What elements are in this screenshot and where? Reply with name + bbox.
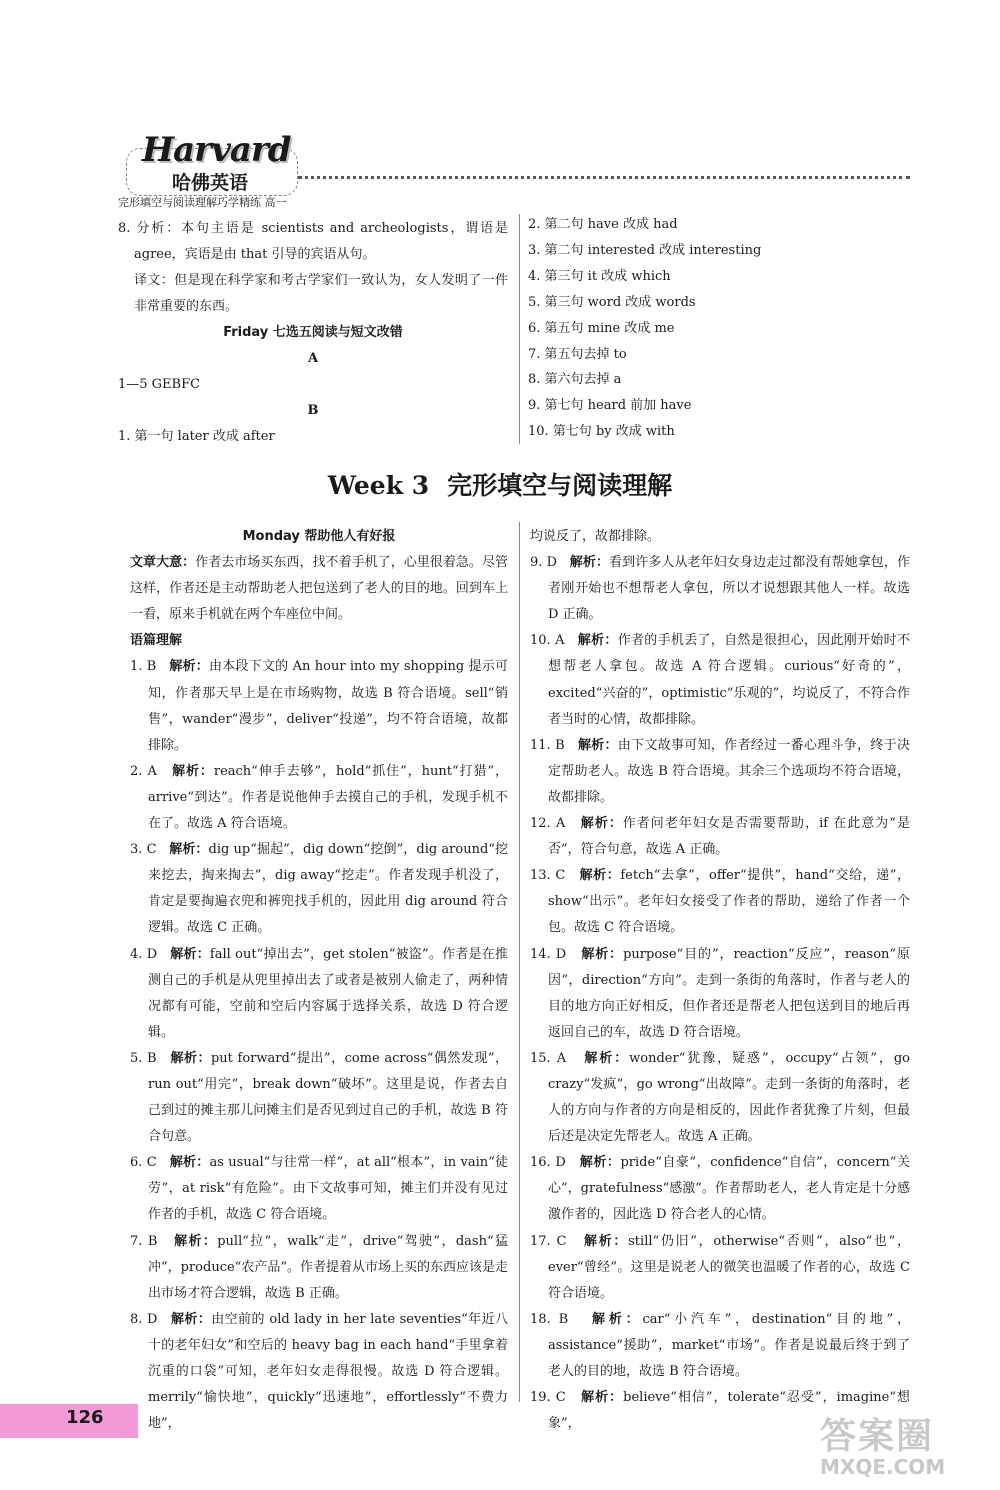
answer-text: 均说反了，故都排除。 bbox=[530, 529, 661, 544]
answer-text: 由下文故事可知，作者经过一番心理斗争，终于决定帮助老人。故选 B 符合语境。其余三个选项均不符合语境，故都排除。 bbox=[548, 737, 910, 805]
answer-label: 解析： bbox=[577, 737, 618, 753]
answer-text: purpose“目的”，reaction“反应”，reason“原因”，direction“方向”。走到一条街的角落时，作者与老人的目的地方向正好相反，但作者还是帮老人把包送到目的地后再返回自己的车，故选 D 符合语境。 bbox=[548, 946, 910, 1040]
correction-item: 9. 第七句 heard 前加 have bbox=[528, 398, 692, 414]
answer-number: 9. D bbox=[530, 555, 558, 571]
answer-label: 解析： bbox=[592, 1311, 643, 1327]
a-answers: 1—5 GEBFC bbox=[118, 377, 201, 392]
answer-number: 3. C bbox=[130, 842, 157, 858]
answer-number: 6. C bbox=[130, 1155, 157, 1171]
answer-number: 5. B bbox=[130, 1050, 157, 1066]
summary-paragraph bbox=[130, 550, 508, 628]
answer-label: 解析： bbox=[569, 555, 610, 571]
section-label: 语篇理解 bbox=[130, 633, 183, 649]
answer-text: pride“自豪”，confidence“自信”，concern“关心”，gratefulness“感激”。作者帮助老人，老人肯定是十分感激作者的，因此选 D 符合老人的心情。 bbox=[548, 1155, 910, 1223]
logo-word: Harvard bbox=[142, 130, 291, 170]
section-b-label: B bbox=[307, 403, 319, 418]
answer-text: 作者的手机丢了，自然是很担心，因此刚开始时不想帮老人拿包。故选 A 符合逻辑。curious“好奇的”，excited“兴奋的”，optimistic“乐观的”，均说反了，不符合作者当时的心情，故都排除。 bbox=[548, 633, 910, 727]
answer-label: 解析： bbox=[579, 1155, 621, 1171]
answer-label: 解析： bbox=[169, 842, 209, 858]
answer-number: 14. D bbox=[530, 946, 567, 962]
answer-number: 12. A bbox=[530, 816, 566, 832]
answer-number: 11. B bbox=[530, 737, 565, 753]
answer-text: wonder“犹豫，疑惑”，occupy“占领”，go crazy“发疯”，go wrong“出故障”。走到一条街的角落时，老人的方向与作者的方向是相反的，因此作者犹豫了片刻，但最后还是决定先帮老人。故选 A 正确。 bbox=[548, 1050, 910, 1145]
answer-label: 解析： bbox=[171, 1311, 212, 1327]
answer-item bbox=[530, 811, 910, 863]
item8-analysis: 8. 分析：本句主语是 scientists and archeologists，谓语是 agree，宾语是由 that 引导的宾语从句。 bbox=[118, 221, 508, 262]
answer-item bbox=[530, 628, 910, 732]
summary-label: 文章大意： bbox=[130, 555, 196, 571]
answer-item bbox=[130, 837, 508, 941]
answer-text: fetch“去拿”，offer“提供”，hand“交给，递”，show“出示”。老年妇女接受了作者的帮助，递给了作者一个包。故选 C 符合语境。 bbox=[548, 868, 910, 936]
harvard-logo bbox=[118, 130, 294, 212]
answer-text: believe“相信”，tolerate“忍受”，imagine“想象”， bbox=[548, 1390, 910, 1432]
answer-number: 19. C bbox=[530, 1390, 566, 1406]
monday-title: Monday 帮助他人有好报 bbox=[242, 529, 396, 544]
answer-item bbox=[130, 1307, 508, 1437]
answer-item bbox=[530, 524, 910, 550]
answer-label: 解析： bbox=[584, 1233, 629, 1249]
answer-label: 解析： bbox=[584, 1050, 630, 1066]
answer-number: 16. D bbox=[530, 1155, 566, 1171]
answer-item bbox=[530, 1046, 910, 1150]
answer-label: 解析： bbox=[174, 1233, 218, 1249]
correction-item: 5. 第三句 word 改成 words bbox=[528, 294, 696, 310]
logo-subtitle: 完形填空与阅读理解巧学精练 高一 bbox=[118, 196, 287, 209]
page-number: 126 bbox=[66, 1407, 104, 1428]
top-column-divider bbox=[519, 214, 520, 444]
week-title bbox=[0, 466, 1000, 502]
answer-label: 解析： bbox=[581, 1390, 624, 1406]
top-left-column bbox=[118, 216, 508, 450]
watermark bbox=[820, 1408, 980, 1480]
correction-item: 2. 第二句 have 改成 had bbox=[528, 217, 678, 232]
answers-left-column bbox=[130, 524, 508, 1437]
answer-text: still“仍旧”，otherwise“否则”，also“也”，ever“曾经”。这里是说老人的微笑也温暖了作者的心，故选 C 符合语境。 bbox=[548, 1233, 910, 1301]
answer-item bbox=[130, 1150, 508, 1228]
answer-text: put forward“提出”，come across“偶然发现”，run out“用完”，break down“破坏”。这里是说，作者去自己到过的摊主那儿问摊主们是否见到过自己的手机，故选 B 符合句意。 bbox=[148, 1050, 509, 1145]
answer-item bbox=[530, 1229, 910, 1307]
answer-text: 看到许多人从老年妇女身边走过都没有帮她拿包，作者刚开始也不想帮老人拿包，所以才说想跟其他人一样。故选 D 正确。 bbox=[548, 555, 910, 623]
answer-item bbox=[530, 550, 910, 628]
b-item-1: 1. 第一句 later 改成 after bbox=[118, 429, 275, 444]
answer-item bbox=[530, 863, 910, 941]
logo-chinese-title: 哈佛英语 bbox=[172, 172, 249, 194]
answer-text: 作者问老年妇女是否需要帮助，if 在此意为“是否”，符合句意，故选 A 正确。 bbox=[548, 816, 910, 858]
correction-item: 8. 第六句去掉 a bbox=[528, 372, 622, 388]
friday-title: Friday 七选五阅读与短文改错 bbox=[223, 325, 403, 340]
answer-item bbox=[530, 1150, 910, 1228]
answer-item bbox=[530, 1307, 910, 1385]
answer-item bbox=[130, 942, 508, 1046]
answer-text: 由空前的 old lady in her late seventies“年近八十的老年妇女”和空后的 heavy bag in each hand“手里拿着沉重的口袋”可知，老年妇女走得很慢。故选 D 符合逻辑。merrily“愉快地”，quickly“迅速地”，effortlessly“不费力地”， bbox=[148, 1311, 508, 1432]
correction-item: 10. 第七句 by 改成 with bbox=[528, 424, 675, 440]
answer-label: 解析： bbox=[170, 946, 210, 962]
bottom-column-divider bbox=[519, 522, 520, 1402]
answer-label: 解析： bbox=[581, 946, 624, 962]
answers-right-column bbox=[530, 524, 910, 1437]
answer-text: fall out“掉出去”，get stolen“被盗”。作者是在推测自己的手机是从兜里掉出去了或者是被别人偷走了，两种情况都有可能，空前和空后内容属于选择关系，故选 D 符合逻辑。 bbox=[148, 946, 508, 1040]
answer-item bbox=[530, 733, 910, 811]
answer-item bbox=[530, 942, 910, 1046]
watermark-en: MXQE.COM bbox=[820, 1455, 946, 1479]
answer-text: reach“伸手去够”，hold“抓住”，hunt“打猎”，arrive“到达”。作者是说他伸手去摸自己的手机，发现手机不在了。故选 A 符合语境。 bbox=[148, 763, 508, 832]
answer-text: as usual“与往常一样”，at all“根本”，in vain“徒劳”，at risk“有危险”。由下文故事可知，摊主们并没有见过作者的手机，故选 C 符合语境。 bbox=[148, 1155, 508, 1223]
answer-text: 由本段下文的 An hour into my shopping 提示可知，作者那天早上是在市场购物，故选 B 符合语境。sell“销售”，wander“漫步”，deliver“投递”，均不符合语境，故都排除。 bbox=[148, 659, 508, 753]
week-title-en: Week 3 bbox=[327, 471, 430, 500]
summary-text: 作者去市场买东西，找不着手机了，心里很着急。尽管这样，作者还是主动帮助老人把包送到了老人的目的地。回到车上一看，原来手机就在两个车座位中间。 bbox=[130, 555, 508, 623]
answer-number: 8. D bbox=[130, 1311, 158, 1327]
answer-label: 解析： bbox=[169, 1155, 210, 1171]
answer-number: 7. B bbox=[130, 1233, 158, 1249]
correction-item: 3. 第二句 interested 改成 interesting bbox=[528, 242, 762, 258]
answer-label: 解析： bbox=[170, 1050, 211, 1066]
correction-item: 6. 第五句 mine 改成 me bbox=[528, 320, 675, 336]
answer-number: 17. C bbox=[530, 1233, 567, 1249]
top-right-column bbox=[528, 212, 908, 445]
answer-label: 解析： bbox=[169, 659, 210, 675]
answer-label: 解析： bbox=[579, 868, 621, 884]
answer-number: 10. A bbox=[530, 633, 565, 649]
answer-number: 1. B bbox=[130, 659, 157, 675]
answer-item bbox=[130, 759, 508, 837]
answer-text: dig up“掘起”，dig down“挖倒”，dig around“挖来挖去，掏来掏去”，dig away“挖走”。作者发现手机没了，肯定是要掏遍衣兜和裤兜找手机的，因此用 dig around 符合逻辑。故选 C 正确。 bbox=[148, 842, 509, 936]
watermark-cn: 答案圈 bbox=[820, 1416, 935, 1457]
answer-number: 2. A bbox=[130, 763, 157, 779]
correction-item: 4. 第三句 it 改成 which bbox=[528, 268, 671, 284]
answer-item bbox=[130, 654, 508, 758]
answer-text: car“小汽车”，destination“目的地”，assistance“援助”，market“市场”。作者是说最后终于到了老人的目的地，故选 B 符合语境。 bbox=[548, 1311, 910, 1379]
header-dotted-rule bbox=[298, 176, 910, 179]
answer-label: 解析： bbox=[172, 763, 214, 779]
answer-item bbox=[130, 1229, 508, 1307]
item8-translation: 译文：但是现在科学家和考古学家们一致认为，女人发明了一件非常重要的东西。 bbox=[134, 273, 508, 314]
answer-number: 13. C bbox=[530, 868, 566, 884]
answer-label: 解析： bbox=[577, 633, 618, 649]
answer-number: 18. B bbox=[530, 1311, 569, 1327]
answer-item bbox=[130, 1046, 508, 1150]
answer-number: 4. D bbox=[130, 946, 158, 962]
answer-label: 解析： bbox=[580, 816, 623, 832]
week-title-cn: 完形填空与阅读理解 bbox=[447, 471, 673, 500]
section-a-label: A bbox=[307, 351, 319, 366]
answer-number: 15. A bbox=[530, 1050, 567, 1066]
correction-item: 7. 第五句去掉 to bbox=[528, 346, 627, 362]
answer-text: pull“拉”，walk“走”，drive“驾驶”，dash“猛冲”，produce“农产品”。作者提着从市场上买的东西应该是走出市场才符合逻辑，故选 B 正确。 bbox=[148, 1233, 508, 1301]
